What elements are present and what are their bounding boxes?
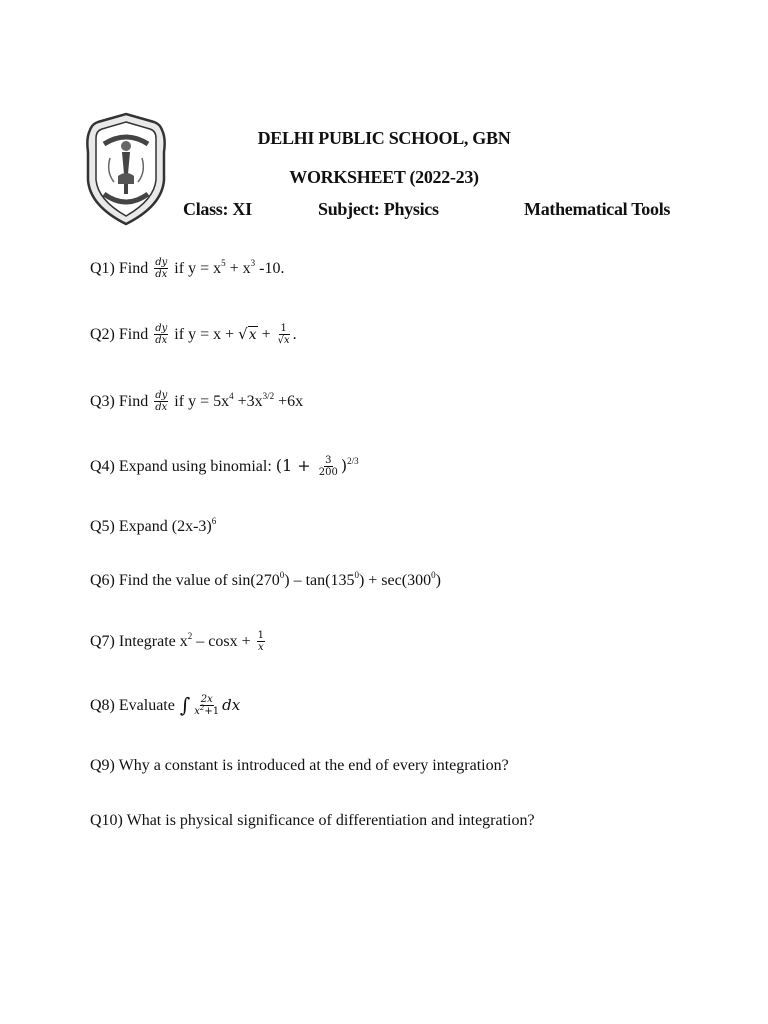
integral-sign: ∫ xyxy=(179,693,191,718)
question-2: Q2) Find $\frac{dy}{dx}$ if y = x + √x + $\frac{1}{√x}$ . xyxy=(90,323,297,346)
q2-derivative: $\frac{dy}{dx}$ xyxy=(155,323,168,346)
question-6: Q6) Find the value of $\sin(270^0) - \tan(135^0) + \sec(300^0)$ xyxy=(90,570,441,589)
q2-label: Q2) Find xyxy=(90,326,149,344)
q1-derivative: $\frac{dy}{dx}$ xyxy=(155,257,168,280)
q7-fraction: $\frac{1}{x}$ xyxy=(257,630,264,653)
q7-label: Q7) Integrate x xyxy=(90,633,188,651)
q4-fraction: $\frac{3}{200}$ xyxy=(318,455,338,478)
topic-label: Mathematical Tools xyxy=(524,199,671,219)
q1-label: Q1) Find xyxy=(90,260,149,278)
question-10: Q10) What is physical significance of differentiation and integration? xyxy=(90,812,535,829)
q3-derivative: $\frac{dy}{dx}$ xyxy=(155,390,168,413)
q3-label: Q3) Find xyxy=(90,393,149,411)
question-4: Q4) Expand using binomial: (1 + $\frac{3}{200}$ )$^{2/3}$ xyxy=(90,455,359,478)
q4-label: Q4) Expand using binomial: xyxy=(90,458,276,476)
worksheet-title: WORKSHEET (2022-23) xyxy=(289,167,479,187)
q6-label: Q6) Find the value of sin(270 xyxy=(90,572,280,589)
class-label: Class: XI xyxy=(183,199,252,219)
q8-fraction: $\frac{2x}{x^2+1}$ xyxy=(194,694,220,717)
q5-label: Q5) Expand (2x-3) xyxy=(90,518,212,535)
question-9: Q9) Why a constant is introduced at the end of every integration? xyxy=(90,757,509,774)
subject-label: Subject: Physics xyxy=(318,199,439,219)
q8-label: Q8) Evaluate xyxy=(90,697,179,715)
question-3: Q3) Find $\frac{dy}{dx}$ if $y = 5x^4 +3x^{3/2} +6x$ xyxy=(90,390,304,413)
question-1: Q1) Find $\frac{dy}{dx}$ if $y = x^5 + x^3$ -10. xyxy=(90,257,285,280)
school-name: DELHI PUBLIC SCHOOL, GBN xyxy=(257,128,511,148)
sqrt-sign: √ xyxy=(238,325,248,344)
question-8: Q8) Evaluate ∫ $\frac{2x}{x^2+1}$ dx xyxy=(90,693,241,718)
q2-reciprocal: $\frac{1}{√x}$ xyxy=(277,323,290,346)
question-7: Q7) Integrate $x^2$ – cosx + $\frac{1}{x}$ xyxy=(90,630,264,653)
question-5: Q5) Expand $(2x-3)^6$ xyxy=(90,516,217,535)
